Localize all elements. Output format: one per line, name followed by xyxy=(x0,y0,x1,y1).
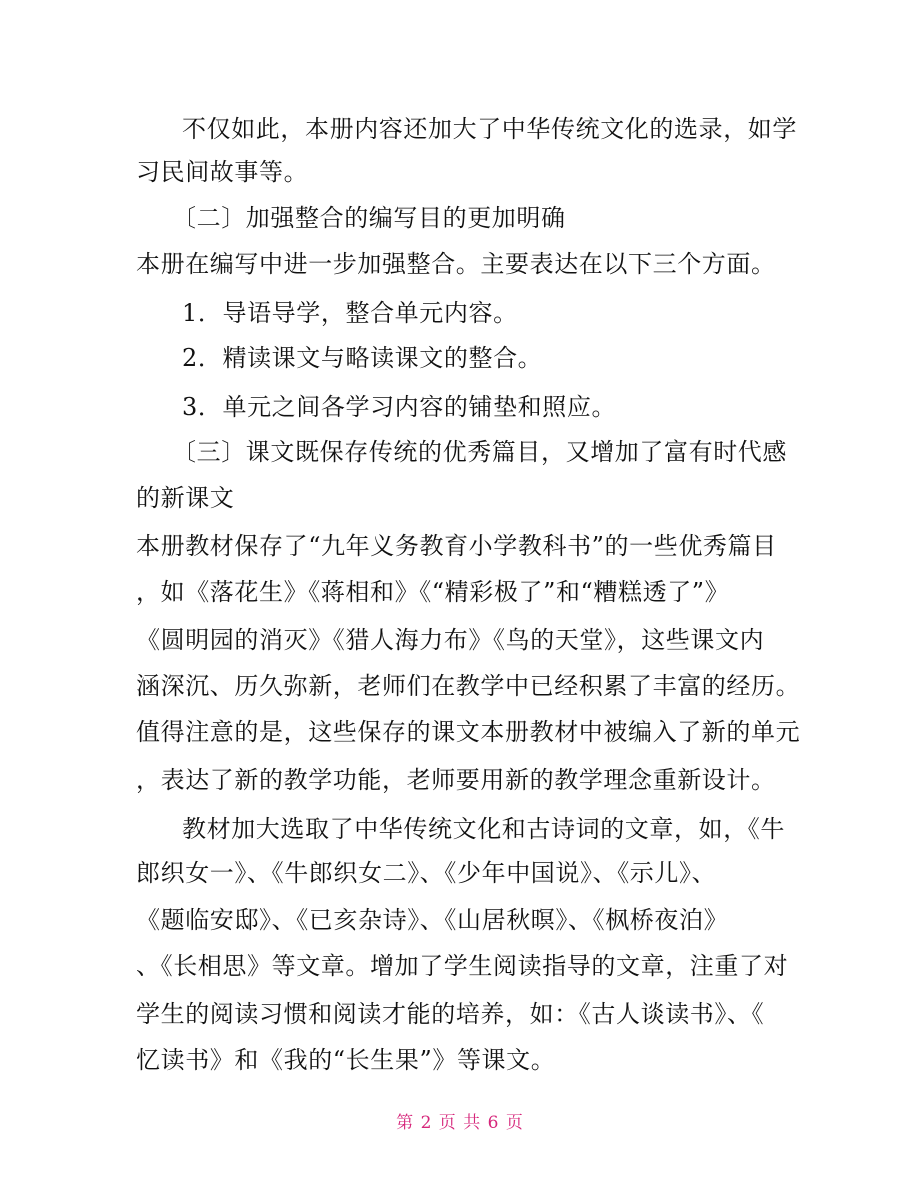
section-heading: 〔二〕加强整合的编写目的更加明确 xyxy=(172,204,566,232)
paragraph-line: 忆读书》和《我的“长生果”》等课文。 xyxy=(136,1046,556,1074)
paragraph-line: 本册教材保存了“九年义务教育小学教科书”的一些优秀篇目 xyxy=(136,532,777,560)
page-number-footer: 第 2 页 共 6 页 xyxy=(396,1113,524,1133)
list-item: 1．导语导学，整合单元内容。 xyxy=(182,299,518,327)
paragraph-line: 本册在编写中进一步加强整合。主要表达在以下三个方面。 xyxy=(136,250,776,278)
paragraph-line: ，如《落花生》《蒋相和》《“精彩极了”和“糟糕透了”》 xyxy=(136,578,730,606)
list-item: 2．精读课文与略读课文的整合。 xyxy=(182,344,543,372)
paragraph-line: 值得注意的是，这些保存的课文本册教材中被编入了新的单元 xyxy=(136,718,801,746)
paragraph-line: 《题临安邸》、《已亥杂诗》、《山居秋暝》、《枫桥夜泊》 xyxy=(136,906,729,934)
section-heading: 〔三〕课文既保存传统的优秀篇目，又增加了富有时代感 xyxy=(172,438,787,466)
paragraph-line: 教材加大选取了中华传统文化和古诗词的文章，如，《牛 xyxy=(182,815,785,843)
paragraph-line: 不仅如此，本册内容还加大了中华传统文化的选录，如学 xyxy=(182,115,797,143)
paragraph-line: 郎织女一》、《牛郎织女二》、《少年中国说》、《示儿》、 xyxy=(136,859,717,887)
paragraph-line: 《圆明园的消灭》《猎人海力布》《鸟的天堂》，这些课文内 xyxy=(136,626,765,654)
paragraph-line: ，表达了新的教学功能，老师要用新的教学理念重新设计。 xyxy=(136,766,776,794)
section-heading: 的新课文 xyxy=(136,484,235,512)
paragraph-line: 学生的阅读习惯和阅读才能的培养，如：《古人谈读书》、《 xyxy=(136,1000,765,1028)
paragraph-line: 、《长相思》等文章。增加了学生阅读指导的文章，注重了对 xyxy=(136,952,789,980)
paragraph-line: 习民间故事等。 xyxy=(136,158,309,186)
paragraph-line: 涵深沉、历久弥新，老师们在教学中已经积累了丰富的经历。 xyxy=(136,672,801,700)
list-item: 3．单元之间各学习内容的铺垫和照应。 xyxy=(182,393,617,421)
